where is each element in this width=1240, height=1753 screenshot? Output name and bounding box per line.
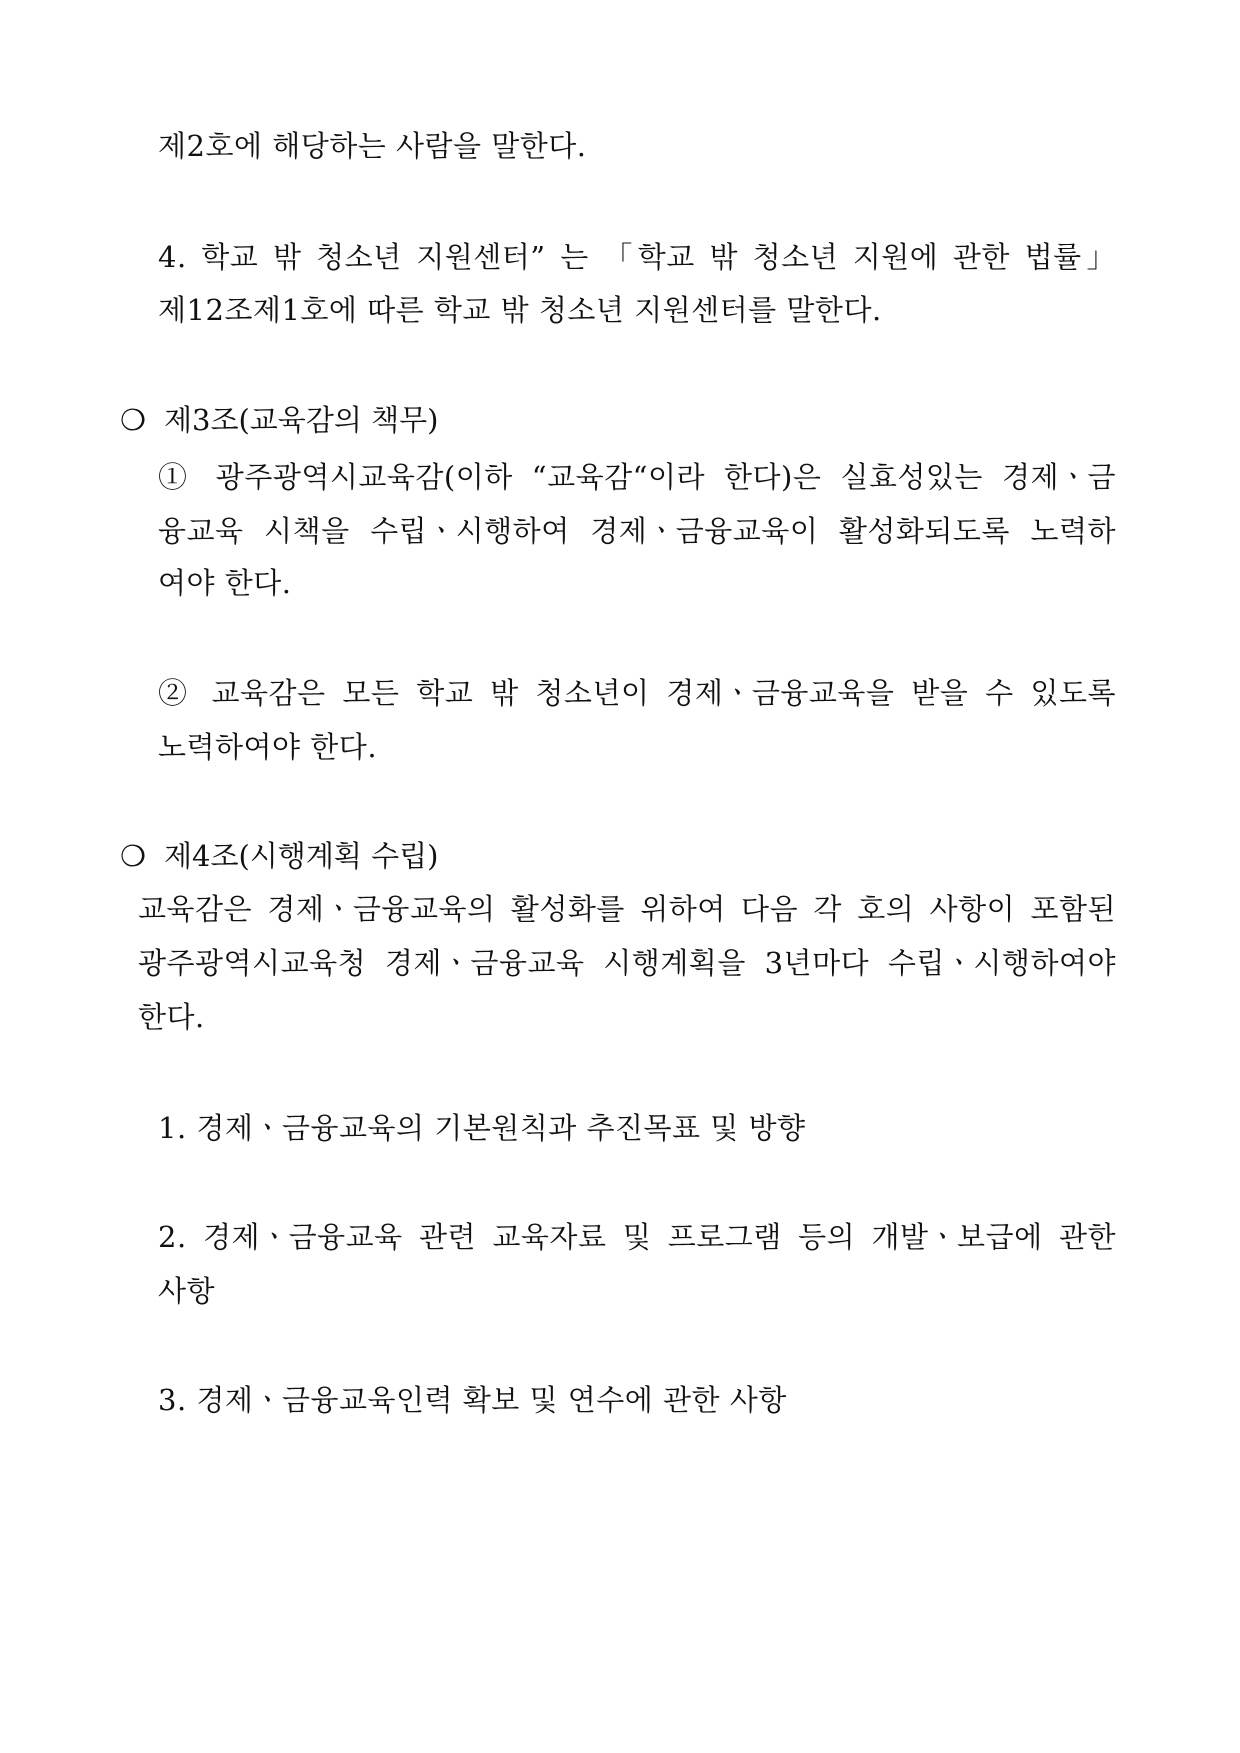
article3-para1-line2: 융교육 시책을 수립ㆍ시행하여 경제ㆍ금융교육이 활성화되도록 노력하	[158, 514, 1116, 548]
article4-intro-line3: 한다.	[138, 1000, 205, 1034]
article4-item1: 1. 경제ㆍ금융교육의 기본원칙과 추진목표 및 방향	[158, 1111, 806, 1145]
circle-bullet-icon: ❍	[120, 403, 146, 437]
article4-item2-line1: 2. 경제ㆍ금융교육 관련 교육자료 및 프로그램 등의 개발ㆍ보급에 관한	[158, 1220, 1116, 1254]
circle-bullet-icon: ❍	[120, 839, 146, 873]
definition-item4-line1: 4. 학교 밖 청소년 지원센터” 는 「학교 밖 청소년 지원에 관한 법률」	[158, 240, 1116, 274]
definition-item3-tail: 제2호에 해당하는 사람을 말한다.	[158, 129, 587, 163]
article4-intro-line2: 광주광역시교육청 경제ㆍ금융교육 시행계획을 3년마다 수립ㆍ시행하여야	[138, 946, 1116, 980]
article3-heading	[120, 400, 438, 440]
article4-item3: 3. 경제ㆍ금융교육인력 확보 및 연수에 관한 사항	[158, 1383, 787, 1417]
article3-para2-line1: ② 교육감은 모든 학교 밖 청소년이 경제ㆍ금융교육을 받을 수 있도록	[158, 676, 1116, 710]
definition-item4-line2: 제12조제1호에 따른 학교 밖 청소년 지원센터를 말한다.	[158, 293, 882, 327]
article3-para1-line3: 여야 한다.	[158, 566, 292, 600]
article4-intro-line1: 교육감은 경제ㆍ금융교육의 활성화를 위하여 다음 각 호의 사항이 포함된	[138, 892, 1116, 926]
article3-para1-line1: ① 광주광역시교육감(이하 “교육감“이라 한다)은 실효성있는 경제ㆍ금	[158, 460, 1116, 494]
article3-title: 제3조(교육감의 책무)	[164, 403, 439, 437]
article3-para2-line2: 노력하여야 한다.	[158, 730, 378, 764]
article4-item2-line2: 사항	[158, 1274, 216, 1308]
article4-heading	[120, 836, 438, 876]
article4-title: 제4조(시행계획 수립)	[164, 839, 439, 873]
